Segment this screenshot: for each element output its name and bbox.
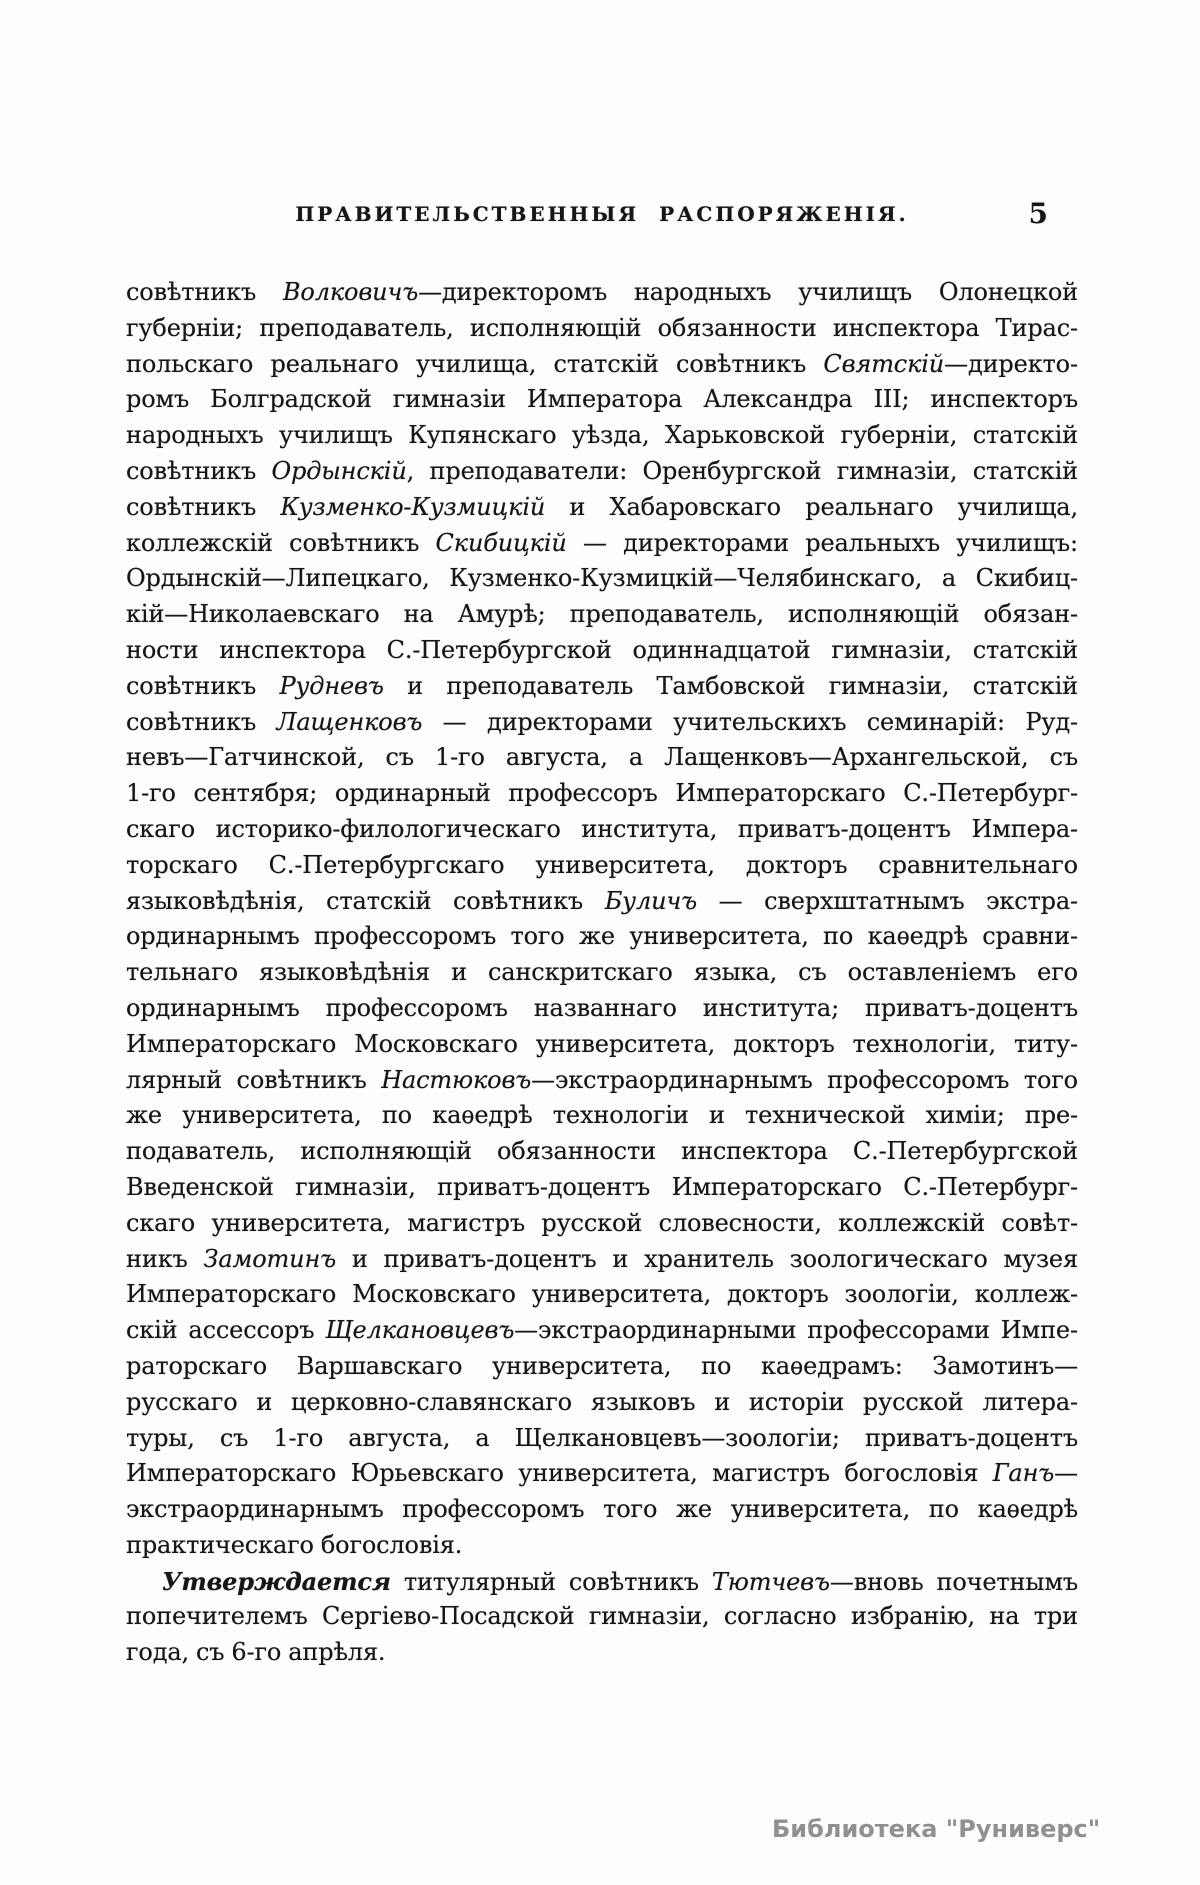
running-title: ПРАВИТЕЛЬСТВЕННЫЯ РАСПОРЯЖЕНІЯ. xyxy=(295,202,909,226)
text-line: невъ—Гатчинской, съ 1-го августа, а Лащенковъ—Архангельской, съ xyxy=(126,743,1078,772)
text-line: же университета, по каѳедрѣ технологіи и технической химіи; пре- xyxy=(126,1101,1078,1130)
text-line: Ордынскій—Липецкаго, Кузменко-Кузмицкій—Челябинскаго, а Скибиц- xyxy=(126,564,1078,593)
text-line: Императорскаго Московскаго университета, докторъ технологіи, титу- xyxy=(126,1029,1078,1058)
text-line: тельнаго языковѣдѣнія и санскритскаго языка, съ оставленіемъ его xyxy=(126,958,1078,987)
text-line: совѣтникъ Рудневъ и преподаватель Тамбовской гимназіи, статскій xyxy=(126,671,1078,700)
page-header xyxy=(126,197,1078,242)
text-line: туры, съ 1-го августа, а Щелкановцевъ—зоологіи; приватъ-доцентъ xyxy=(126,1423,1078,1452)
text-line: ординарнымъ профессоромъ названнаго института; приватъ-доцентъ xyxy=(126,993,1078,1022)
text-line: практическаго богословія. xyxy=(126,1530,463,1559)
library-watermark: Библиотека "Руниверс" xyxy=(772,1815,1101,1843)
text-line: попечителемъ Сергіево-Посадской гимназіи, согласно избранію, на три xyxy=(126,1602,1078,1631)
text-line: никъ Замотинъ и приватъ-доцентъ и хранитель зоологическаго музея xyxy=(126,1244,1078,1273)
text-line: народныхъ училищъ Купянскаго уѣзда, Харьковской губерніи, статскій xyxy=(126,421,1078,450)
text-line: ромъ Болградской гимназіи Императора Александра III; инспекторъ xyxy=(126,385,1078,414)
text-line: года, съ 6-го апрѣля. xyxy=(126,1638,386,1667)
text-line: Утверждается титулярный совѣтникъ Тютчевъ—вновь почетнымъ xyxy=(162,1566,1078,1596)
text-line: совѣтникъ Ордынскій, преподаватели: Оренбургской гимназіи, статскій xyxy=(126,456,1078,485)
text-line: совѣтникъ Кузменко-Кузмицкій и Хабаровскаго реальнаго училища, xyxy=(126,492,1078,521)
text-line: кій—Николаевскаго на Амурѣ; преподаватель, исполняющій обязан- xyxy=(126,600,1078,629)
text-line: скаго университета, магистръ русской словесности, коллежскій совѣт- xyxy=(126,1208,1078,1237)
text-line: скаго историко-филологическаго института, приватъ-доцентъ Импера- xyxy=(126,814,1078,843)
text-line: совѣтникъ Волковичъ—директоромъ народныхъ училищъ Олонецкой xyxy=(126,278,1078,306)
page-number: 5 xyxy=(1028,197,1048,230)
text-line: подаватель, исполняющій обязанности инспектора С.-Петербургской xyxy=(126,1137,1078,1166)
text-line: раторскаго Варшавскаго университета, по каѳедрамъ: Замотинъ— xyxy=(126,1351,1078,1380)
text-line: 1-го сентября; ординарный профессоръ Императорскаго С.-Петербург- xyxy=(126,779,1078,808)
text-line: губерніи; преподаватель, исполняющій обязанности инспектора Тирас- xyxy=(126,313,1078,342)
text-line: ординарнымъ профессоромъ того же университета, по каѳедрѣ сравни- xyxy=(126,922,1078,951)
text-line: языковѣдѣнія, статскій совѣтникъ Буличъ — сверхштатнымъ экстра- xyxy=(126,886,1078,915)
text-line: совѣтникъ Лащенковъ — директорами учительскихъ семинарій: Руд- xyxy=(126,707,1078,736)
text-line: скій ассессоръ Щелкановцевъ—экстраординарными профессорами Импе- xyxy=(126,1316,1078,1345)
text-line: польскаго реальнаго училища, статскій совѣтникъ Святскій—директо- xyxy=(126,349,1078,378)
body-text xyxy=(126,278,1078,1674)
text-line: экстраординарнымъ профессоромъ того же университета, по каѳедрѣ xyxy=(126,1495,1078,1524)
text-line: ности инспектора С.-Петербургской одиннадцатой гимназіи, статскій xyxy=(126,635,1078,664)
text-line: Введенской гимназіи, приватъ-доцентъ Императорскаго С.-Петербург- xyxy=(126,1172,1078,1201)
text-line: лярный совѣтникъ Настюковъ—экстраординарнымъ профессоромъ того xyxy=(126,1065,1078,1094)
text-line: Императорскаго Юрьевскаго университета, магистръ богословія Ганъ— xyxy=(126,1459,1078,1488)
text-line: Императорскаго Московскаго университета, докторъ зоологіи, коллеж- xyxy=(126,1280,1078,1309)
text-line: русскаго и церковно-славянскаго языковъ и исторіи русской литера- xyxy=(126,1387,1078,1416)
text-line: коллежскій совѣтникъ Скибицкій — директорами реальныхъ училищъ: xyxy=(126,528,1078,557)
text-line: торскаго С.-Петербургскаго университета, докторъ сравнительнаго xyxy=(126,850,1078,879)
